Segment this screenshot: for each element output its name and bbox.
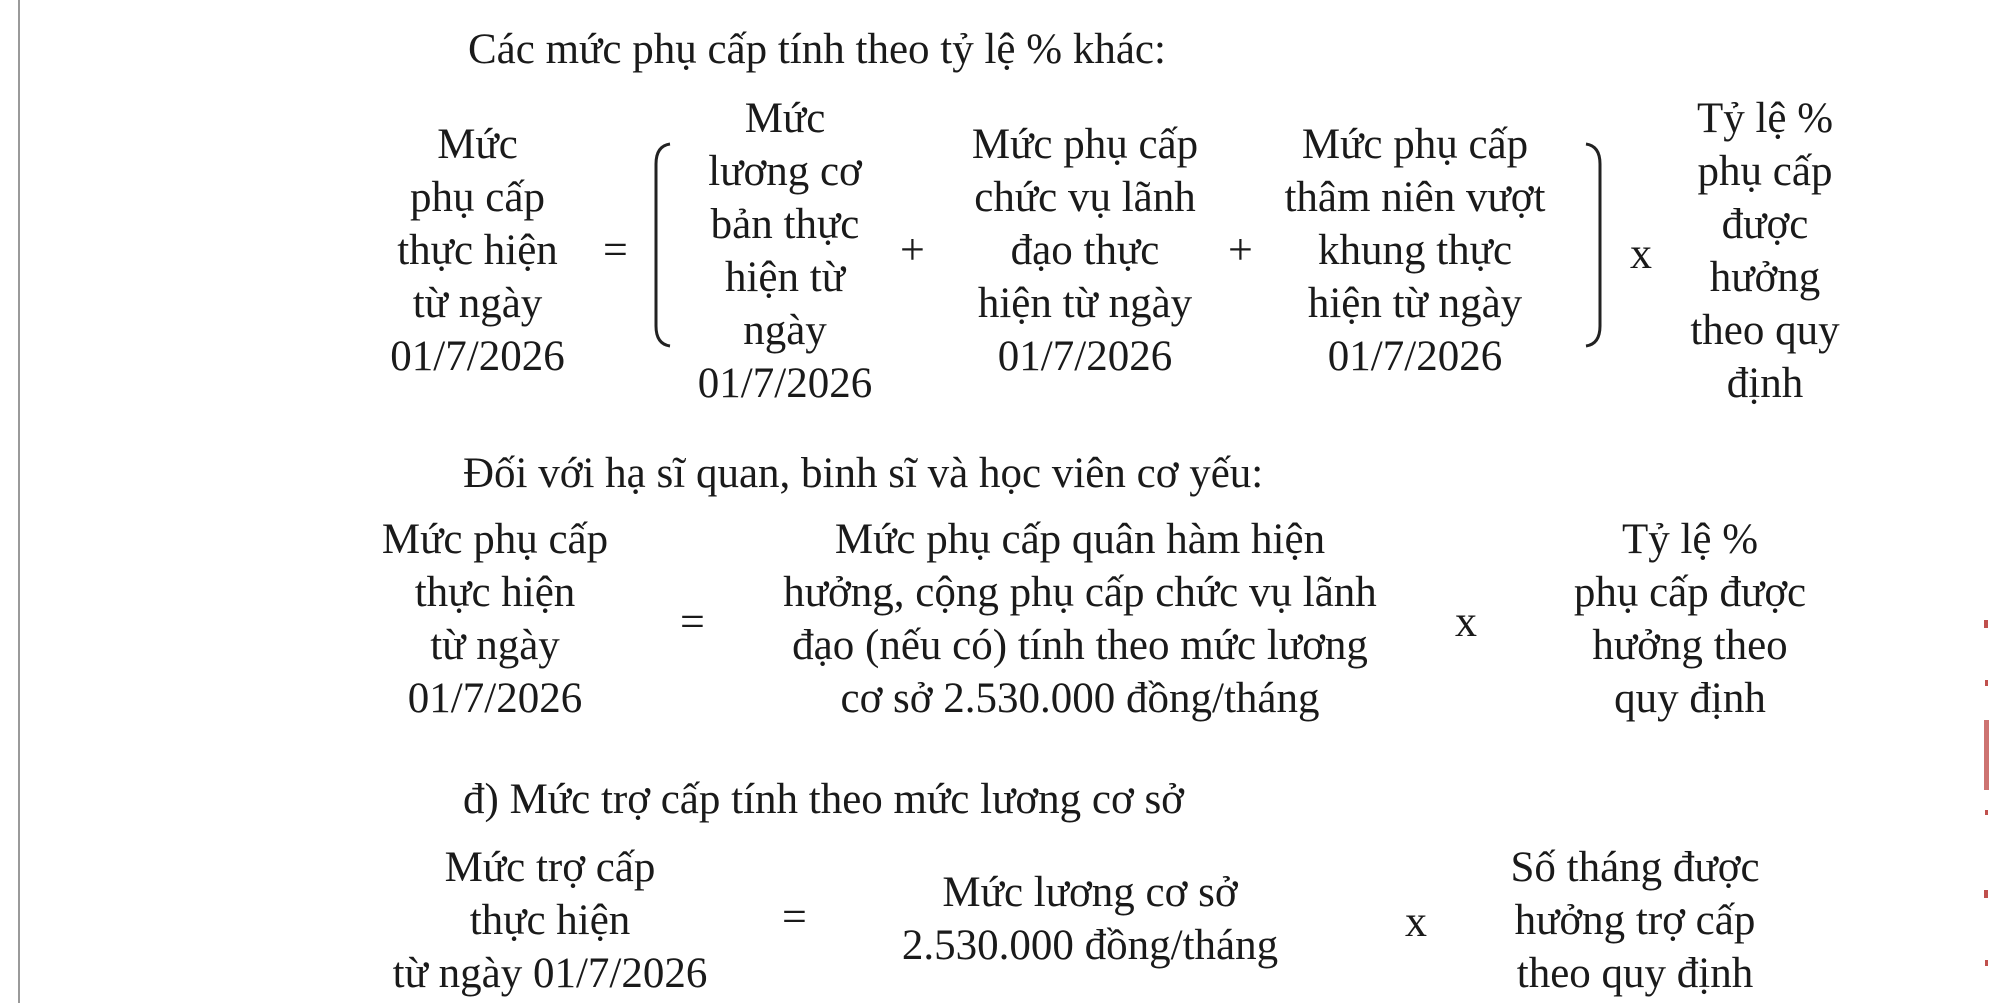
f1-rate-line: được (1721, 201, 1809, 248)
f1-term3-line: hiện từ ngày (1307, 280, 1523, 327)
f2-result-line: 01/7/2026 (407, 675, 583, 722)
formula3-intro: đ) Mức trợ cấp tính theo mức lương cơ sở (463, 776, 1184, 823)
page-left-margin-line (18, 0, 20, 1003)
f2-result-line: thực hiện (414, 569, 576, 616)
f2-times-sign: x (1455, 597, 1477, 646)
f1-term1-line: bản thực (710, 201, 860, 248)
f1-term2-line: đạo thực (1010, 227, 1160, 274)
f2-rate-line: phụ cấp được (1573, 569, 1807, 616)
f3-times-sign: x (1405, 897, 1427, 946)
f3-result-line: từ ngày 01/7/2026 (392, 950, 708, 997)
f1-rate-line: phụ cấp (1697, 148, 1833, 195)
f2-base-line: Mức phụ cấp quân hàm hiện (834, 516, 1326, 563)
f3-base-line: 2.530.000 đồng/tháng (901, 922, 1279, 969)
f2-result-line: từ ngày (430, 622, 560, 669)
f1-plus-sign: + (900, 225, 925, 274)
f3-months-line: hưởng trợ cấp (1514, 897, 1756, 944)
f1-term1-line: hiện từ (724, 254, 846, 301)
f1-term3-line: Mức phụ cấp (1301, 121, 1529, 168)
f1-term3-line: 01/7/2026 (1327, 333, 1503, 380)
formula1-rate (1660, 92, 1870, 410)
formula1-term-leadership-allowance (935, 118, 1235, 383)
formula3-result (360, 841, 740, 1000)
formula2-rate (1540, 513, 1840, 725)
f3-months-line: Số tháng được (1510, 844, 1760, 891)
f2-base-line: hưởng, cộng phụ cấp chức vụ lãnh (783, 569, 1377, 616)
formula1-intro: Các mức phụ cấp tính theo tỷ lệ % khác: (468, 26, 1166, 73)
f1-plus-sign: + (1228, 225, 1253, 274)
f1-term1-line: lương cơ (708, 148, 862, 195)
f1-term2-line: hiện từ ngày (977, 280, 1193, 327)
f1-rate-line: hưởng (1709, 254, 1821, 301)
f1-term2-line: Mức phụ cấp (971, 121, 1199, 168)
f2-base-line: cơ sở 2.530.000 đồng/tháng (840, 675, 1320, 722)
f1-term3-line: khung thực (1317, 227, 1513, 274)
f1-left-brace (648, 140, 676, 350)
f1-result-line: từ ngày (412, 280, 543, 327)
f1-term3-line: thâm niên vượt (1284, 174, 1546, 221)
f1-result-line: Mức (437, 121, 518, 168)
f1-result-line: 01/7/2026 (390, 333, 565, 380)
formula3-months (1485, 841, 1785, 1000)
formula1-term-base-salary (680, 92, 890, 410)
f2-rate-line: quy định (1614, 675, 1766, 722)
f1-term1-line: ngày (743, 307, 827, 354)
formula3-base (870, 866, 1310, 972)
f1-term2-line: 01/7/2026 (997, 333, 1173, 380)
formula1-result (365, 118, 590, 383)
f2-base-line: đạo (nếu có) tính theo mức lương (792, 622, 1368, 669)
f1-rate-line: định (1726, 360, 1804, 407)
formula2-base (740, 513, 1420, 725)
f3-result-line: Mức trợ cấp (444, 844, 656, 891)
f1-equals-sign: = (603, 225, 628, 274)
f1-result-line: phụ cấp (410, 174, 545, 221)
f3-base-line: Mức lương cơ sở (942, 869, 1238, 916)
f1-term1-line: Mức (744, 95, 826, 142)
f2-rate-line: hưởng theo (1592, 622, 1788, 669)
f1-rate-line: theo quy (1690, 307, 1840, 354)
formula1-term-seniority-allowance (1265, 118, 1565, 383)
f2-equals-sign: = (680, 597, 705, 646)
f1-result-line: thực hiện (397, 227, 558, 274)
formula2-intro: Đối với hạ sĩ quan, binh sĩ và học viên cơ yếu: (463, 450, 1264, 497)
formula2-result (345, 513, 645, 725)
f1-times-sign: x (1630, 229, 1652, 278)
f1-right-brace (1580, 140, 1608, 350)
right-edge-stamp-marks (1980, 610, 1994, 1000)
f2-rate-line: Tỷ lệ % (1621, 516, 1759, 563)
f2-result-line: Mức phụ cấp (381, 516, 609, 563)
f3-months-line: theo quy định (1516, 950, 1754, 997)
f3-equals-sign: = (782, 892, 807, 941)
f3-result-line: thực hiện (469, 897, 631, 944)
f1-term2-line: chức vụ lãnh (974, 174, 1196, 221)
f1-term1-line: 01/7/2026 (697, 360, 873, 407)
f1-rate-line: Tỷ lệ % (1696, 95, 1834, 142)
